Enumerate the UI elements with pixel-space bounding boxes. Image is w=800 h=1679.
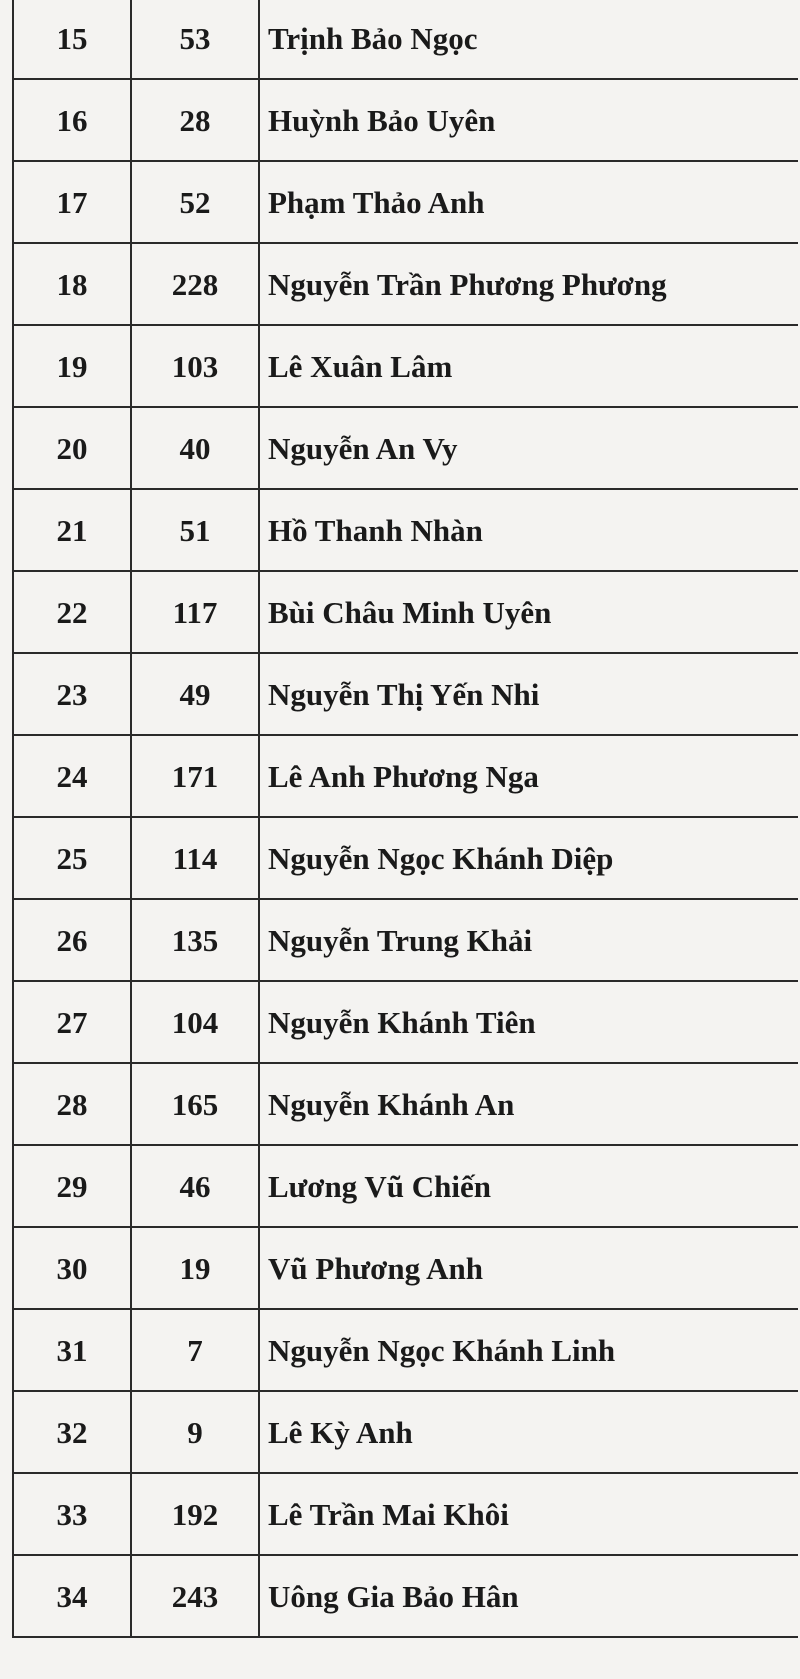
id-number-cell: 228	[131, 243, 259, 325]
table-row	[13, 1063, 798, 1145]
row-number-cell: 20	[13, 407, 131, 489]
row-number-cell: 17	[13, 161, 131, 243]
id-number-cell: 135	[131, 899, 259, 981]
id-number-cell: 28	[131, 79, 259, 161]
id-number-cell: 117	[131, 571, 259, 653]
table-row	[13, 1391, 798, 1473]
table-row	[13, 243, 798, 325]
id-number-cell: 103	[131, 325, 259, 407]
table-row	[13, 1473, 798, 1555]
table-row	[13, 161, 798, 243]
id-number-cell: 114	[131, 817, 259, 899]
table-row	[13, 1145, 798, 1227]
id-number-cell: 104	[131, 981, 259, 1063]
id-number-cell: 19	[131, 1227, 259, 1309]
id-number-cell: 243	[131, 1555, 259, 1637]
row-number-cell: 26	[13, 899, 131, 981]
full-name-cell: Huỳnh Bảo Uyên	[259, 79, 798, 161]
table-row	[13, 1309, 798, 1391]
id-number-cell: 165	[131, 1063, 259, 1145]
full-name-cell: Lương Vũ Chiến	[259, 1145, 798, 1227]
id-number-cell: 49	[131, 653, 259, 735]
full-name-cell: Nguyễn An Vy	[259, 407, 798, 489]
id-number-cell: 53	[131, 0, 259, 79]
table-row	[13, 571, 798, 653]
student-list-body	[13, 0, 798, 1637]
full-name-cell: Nguyễn Trung Khải	[259, 899, 798, 981]
table-row	[13, 653, 798, 735]
id-number-cell: 46	[131, 1145, 259, 1227]
full-name-cell: Nguyễn Thị Yến Nhi	[259, 653, 798, 735]
table-row	[13, 407, 798, 489]
full-name-cell: Nguyễn Khánh Tiên	[259, 981, 798, 1063]
table-row	[13, 325, 798, 407]
row-number-cell: 18	[13, 243, 131, 325]
full-name-cell: Lê Anh Phương Nga	[259, 735, 798, 817]
row-number-cell: 21	[13, 489, 131, 571]
full-name-cell: Trịnh Bảo Ngọc	[259, 0, 798, 79]
student-list-table	[12, 0, 798, 1638]
row-number-cell: 22	[13, 571, 131, 653]
row-number-cell: 31	[13, 1309, 131, 1391]
row-number-cell: 34	[13, 1555, 131, 1637]
table-row	[13, 981, 798, 1063]
table-row	[13, 735, 798, 817]
id-number-cell: 192	[131, 1473, 259, 1555]
id-number-cell: 9	[131, 1391, 259, 1473]
row-number-cell: 15	[13, 0, 131, 79]
full-name-cell: Phạm Thảo Anh	[259, 161, 798, 243]
row-number-cell: 30	[13, 1227, 131, 1309]
full-name-cell: Lê Trần Mai Khôi	[259, 1473, 798, 1555]
row-number-cell: 23	[13, 653, 131, 735]
table-row	[13, 489, 798, 571]
id-number-cell: 52	[131, 161, 259, 243]
full-name-cell: Lê Xuân Lâm	[259, 325, 798, 407]
row-number-cell: 29	[13, 1145, 131, 1227]
row-number-cell: 25	[13, 817, 131, 899]
row-number-cell: 32	[13, 1391, 131, 1473]
full-name-cell: Lê Kỳ Anh	[259, 1391, 798, 1473]
row-number-cell: 28	[13, 1063, 131, 1145]
id-number-cell: 51	[131, 489, 259, 571]
row-number-cell: 19	[13, 325, 131, 407]
table-row	[13, 1227, 798, 1309]
full-name-cell: Nguyễn Ngọc Khánh Diệp	[259, 817, 798, 899]
id-number-cell: 40	[131, 407, 259, 489]
full-name-cell: Nguyễn Ngọc Khánh Linh	[259, 1309, 798, 1391]
full-name-cell: Uông Gia Bảo Hân	[259, 1555, 798, 1637]
table-row	[13, 817, 798, 899]
full-name-cell: Nguyễn Khánh An	[259, 1063, 798, 1145]
id-number-cell: 171	[131, 735, 259, 817]
row-number-cell: 27	[13, 981, 131, 1063]
table-row	[13, 0, 798, 79]
row-number-cell: 33	[13, 1473, 131, 1555]
row-number-cell: 24	[13, 735, 131, 817]
full-name-cell: Bùi Châu Minh Uyên	[259, 571, 798, 653]
full-name-cell: Vũ Phương Anh	[259, 1227, 798, 1309]
table-row	[13, 79, 798, 161]
table-row	[13, 899, 798, 981]
table-row	[13, 1555, 798, 1637]
id-number-cell: 7	[131, 1309, 259, 1391]
full-name-cell: Hồ Thanh Nhàn	[259, 489, 798, 571]
full-name-cell: Nguyễn Trần Phương Phương	[259, 243, 798, 325]
row-number-cell: 16	[13, 79, 131, 161]
